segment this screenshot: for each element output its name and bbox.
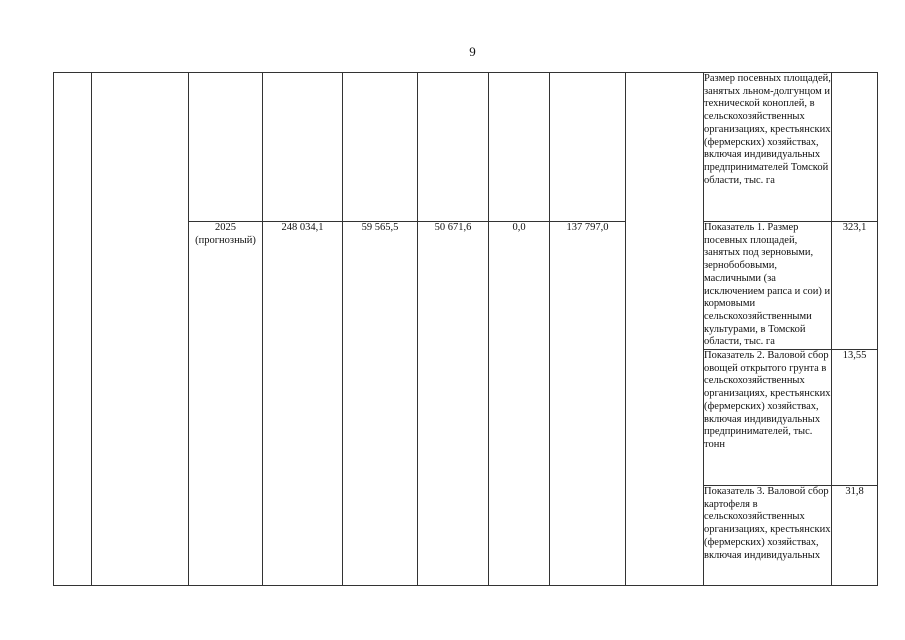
program-table xyxy=(53,72,878,586)
indicator-text: Показатель 3. Валовой сбор картофеля в сельскохозяйственных организациях, крестьянских (фермерских) хозяйствах, включая индивидуальных xyxy=(704,486,832,586)
year-note: (прогнозный) xyxy=(195,234,256,246)
col-a-value: 59 565,5 xyxy=(343,222,418,586)
blank-col-c-cell xyxy=(489,73,550,222)
blank-col-a-cell xyxy=(343,73,418,222)
blank-col-b-cell xyxy=(418,73,489,222)
blank-cell-3 xyxy=(626,73,704,586)
year-label: 2025 xyxy=(215,222,236,233)
page-number: 9 xyxy=(469,44,476,59)
blank-cell-2 xyxy=(92,73,189,586)
blank-col-d-cell xyxy=(550,73,626,222)
col-c-value: 0,0 xyxy=(489,222,550,586)
indicator-value: 13,55 xyxy=(832,350,878,486)
blank-total-cell xyxy=(263,73,343,222)
year-cell xyxy=(189,222,263,586)
indicator-text: Размер посевных площадей, занятых льном-долгунцом и технической коноплей, в сельскохозяйственных организациях, крестьянских (фермерских) хозяйствах, включая индивидуальных предпринимателей Томской области, тыс. га xyxy=(704,73,832,222)
col-b-value: 50 671,6 xyxy=(418,222,489,586)
col-d-value: 137 797,0 xyxy=(550,222,626,586)
indicator-text: Показатель 2. Валовой сбор овощей открытого грунта в сельскохозяйственных организациях, крестьянских (фермерских) хозяйствах, включая индивидуальных предпринимателей, тыс. тонн xyxy=(704,350,832,486)
indicator-text: Показатель 1. Размер посевных площадей, занятых под зерновыми, зернобобовыми, масличными (за исключением рапса и сои) и кормовыми сельскохозяйственными культурами, в Томской области, тыс. га xyxy=(704,222,832,350)
indicator-value xyxy=(832,73,878,222)
total-value: 248 034,1 xyxy=(263,222,343,586)
indicator-value: 323,1 xyxy=(832,222,878,350)
indicator-value: 31,8 xyxy=(832,486,878,586)
blank-year-cell xyxy=(189,73,263,222)
blank-cell-1 xyxy=(54,73,92,586)
